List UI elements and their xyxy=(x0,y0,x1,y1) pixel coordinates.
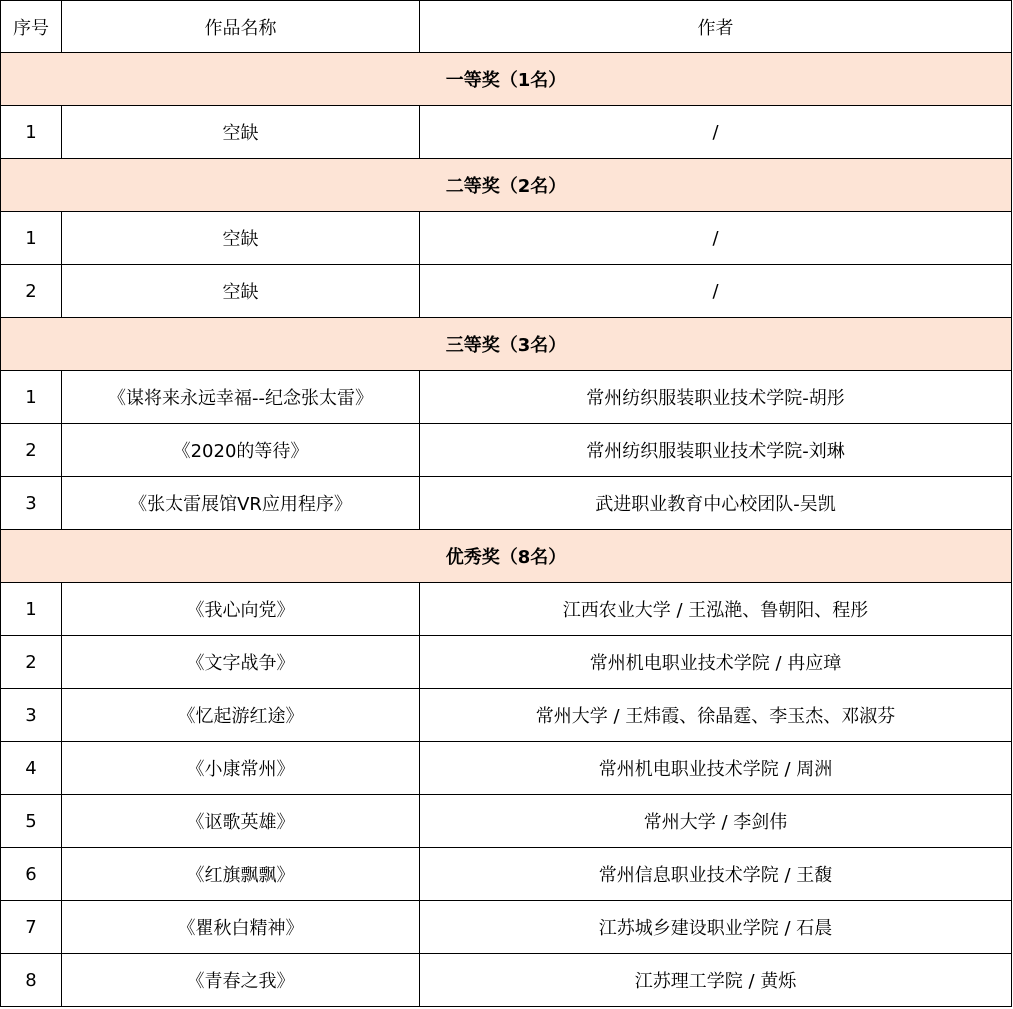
table-row xyxy=(1,477,1012,530)
row-index: 1 xyxy=(1,583,62,636)
header-author: 作者 xyxy=(420,1,1012,53)
row-author: 常州信息职业技术学院 / 王馥 xyxy=(420,848,1012,901)
row-index: 5 xyxy=(1,795,62,848)
row-work-title: 《谋将来永远幸福--纪念张太雷》 xyxy=(62,371,420,424)
row-author: / xyxy=(420,265,1012,318)
section-title: 优秀奖（8名） xyxy=(1,530,1012,583)
row-work-title: 《瞿秋白精神》 xyxy=(62,901,420,954)
row-author: 常州机电职业技术学院 / 冉应璋 xyxy=(420,636,1012,689)
row-author: / xyxy=(420,106,1012,159)
row-author: 江苏理工学院 / 黄烁 xyxy=(420,954,1012,1007)
row-work-title: 《红旗飘飘》 xyxy=(62,848,420,901)
table-row xyxy=(1,106,1012,159)
row-work-title: 《我心向党》 xyxy=(62,583,420,636)
row-work-title: 《小康常州》 xyxy=(62,742,420,795)
row-index: 8 xyxy=(1,954,62,1007)
header-index: 序号 xyxy=(1,1,62,53)
row-index: 6 xyxy=(1,848,62,901)
row-author: 江苏城乡建设职业学院 / 石晨 xyxy=(420,901,1012,954)
row-index: 1 xyxy=(1,106,62,159)
table-row xyxy=(1,265,1012,318)
row-author: 常州大学 / 王炜霞、徐晶霆、李玉杰、邓淑芬 xyxy=(420,689,1012,742)
row-author: 江西农业大学 / 王泓滟、鲁朝阳、程彤 xyxy=(420,583,1012,636)
table-row xyxy=(1,795,1012,848)
table-row xyxy=(1,583,1012,636)
table-row xyxy=(1,848,1012,901)
awards-table-body xyxy=(1,1,1012,1007)
row-index: 7 xyxy=(1,901,62,954)
section-row xyxy=(1,159,1012,212)
table-row xyxy=(1,636,1012,689)
row-author: 常州大学 / 李剑伟 xyxy=(420,795,1012,848)
row-work-title: 《青春之我》 xyxy=(62,954,420,1007)
row-author: 常州纺织服装职业技术学院-胡彤 xyxy=(420,371,1012,424)
row-index: 2 xyxy=(1,636,62,689)
row-index: 2 xyxy=(1,265,62,318)
row-index: 1 xyxy=(1,371,62,424)
table-row xyxy=(1,689,1012,742)
section-row xyxy=(1,318,1012,371)
row-work-title: 空缺 xyxy=(62,106,420,159)
header-work: 作品名称 xyxy=(62,1,420,53)
row-work-title: 《文字战争》 xyxy=(62,636,420,689)
row-index: 1 xyxy=(1,212,62,265)
table-row xyxy=(1,901,1012,954)
section-title: 一等奖（1名） xyxy=(1,53,1012,106)
row-author: 常州纺织服装职业技术学院-刘琳 xyxy=(420,424,1012,477)
row-work-title: 《张太雷展馆VR应用程序》 xyxy=(62,477,420,530)
row-author: 武进职业教育中心校团队-吴凯 xyxy=(420,477,1012,530)
row-index: 2 xyxy=(1,424,62,477)
row-index: 4 xyxy=(1,742,62,795)
section-row xyxy=(1,53,1012,106)
header-row xyxy=(1,1,1012,53)
row-work-title: 空缺 xyxy=(62,265,420,318)
table-row xyxy=(1,371,1012,424)
table-row xyxy=(1,742,1012,795)
row-index: 3 xyxy=(1,477,62,530)
table-row xyxy=(1,212,1012,265)
table-row xyxy=(1,424,1012,477)
row-author: / xyxy=(420,212,1012,265)
row-work-title: 《讴歌英雄》 xyxy=(62,795,420,848)
row-work-title: 空缺 xyxy=(62,212,420,265)
row-work-title: 《2020的等待》 xyxy=(62,424,420,477)
table-row xyxy=(1,954,1012,1007)
section-title: 三等奖（3名） xyxy=(1,318,1012,371)
row-author: 常州机电职业技术学院 / 周洲 xyxy=(420,742,1012,795)
section-title: 二等奖（2名） xyxy=(1,159,1012,212)
section-row xyxy=(1,530,1012,583)
row-index: 3 xyxy=(1,689,62,742)
row-work-title: 《忆起游红途》 xyxy=(62,689,420,742)
